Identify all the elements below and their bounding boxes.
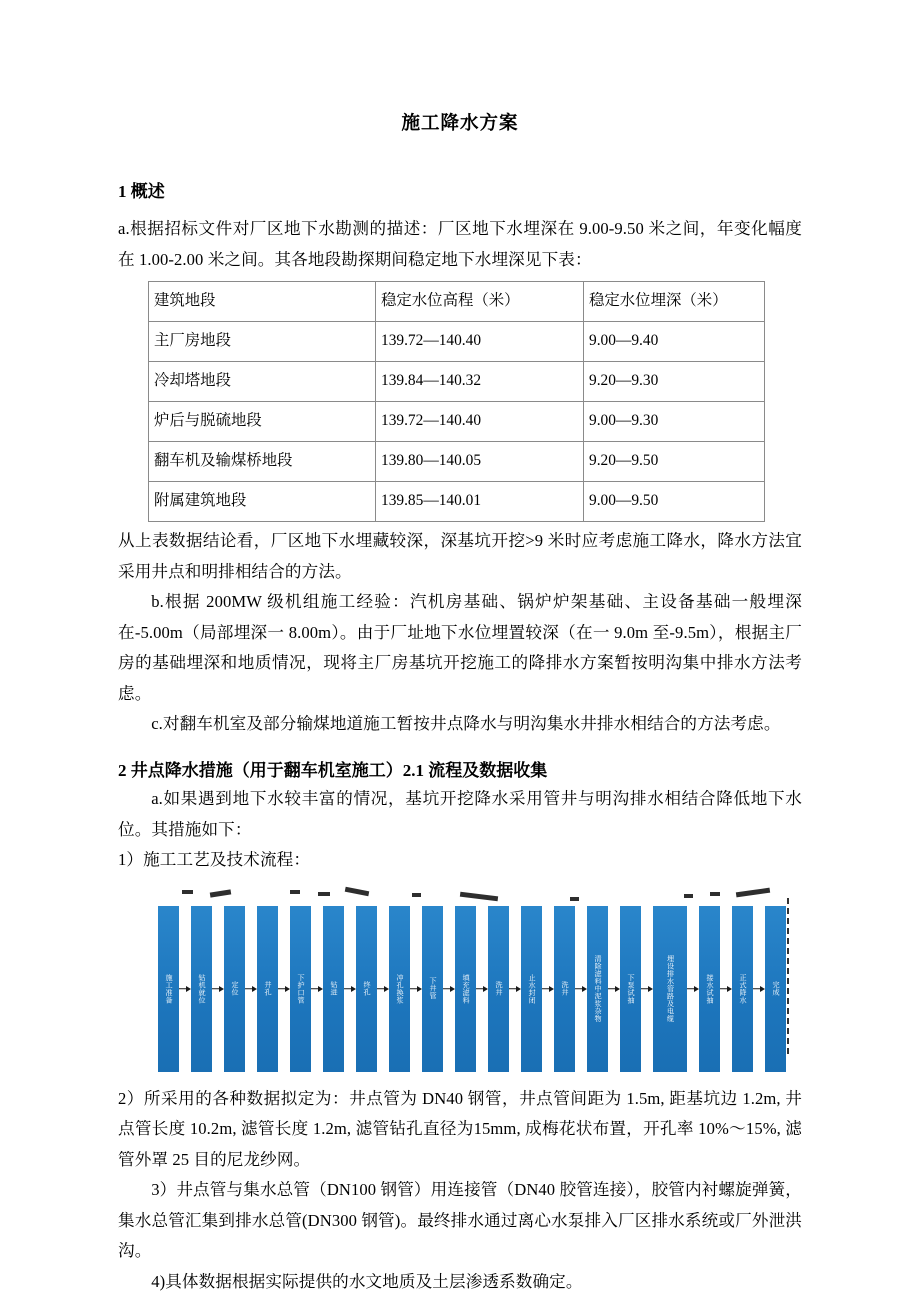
scan-artifact-mark xyxy=(684,894,693,898)
section-heading-2: 2 井点降水措施（用于翻车机室施工）2.1 流程及数据收集 xyxy=(118,760,548,780)
flow-node: 冲孔换浆 xyxy=(389,906,410,1072)
scan-artifact-mark xyxy=(736,887,770,897)
table-cell: 9.20—9.50 xyxy=(584,442,765,482)
list-item-4: 4)具体数据根据实际提供的水文地质及土层渗透系数确定。 xyxy=(151,1271,583,1291)
flow-node: 下井管 xyxy=(422,906,443,1072)
table-row xyxy=(149,362,765,402)
flow-arrow-icon xyxy=(575,906,587,1072)
flow-node: 井孔 xyxy=(257,906,278,1072)
flow-node: 洗井 xyxy=(488,906,509,1072)
scan-artifact-mark xyxy=(182,890,193,894)
construction-process-flowchart xyxy=(140,888,790,1078)
flow-arrow-icon xyxy=(542,906,554,1072)
paragraph-measures-a: a.如果遇到地下水较丰富的情况，基坑开挖降水采用管井与明沟排水相结合降低地下水位。其措施如下： xyxy=(118,789,802,839)
flow-arrow-icon xyxy=(344,906,356,1072)
table-cell: 主厂房地段 xyxy=(149,322,376,362)
section-heading-1: 1 概述 xyxy=(118,181,165,201)
scan-artifact-mark xyxy=(290,890,300,894)
table-cell: 冷却塔地段 xyxy=(149,362,376,402)
table-cell: 139.80—140.05 xyxy=(376,442,584,482)
scan-artifact-dashed-line xyxy=(787,898,789,1054)
table-cell: 附属建筑地段 xyxy=(149,482,376,522)
flow-arrow-icon xyxy=(641,906,653,1072)
flow-arrow-icon xyxy=(509,906,521,1072)
flow-arrow-icon xyxy=(608,906,620,1072)
table-row xyxy=(149,442,765,482)
flow-node: 定位 xyxy=(224,906,245,1072)
flow-arrow-icon xyxy=(753,906,765,1072)
groundwater-table xyxy=(148,281,765,522)
table-header-row xyxy=(149,282,765,322)
flow-node: 下护口管 xyxy=(290,906,311,1072)
table-cell: 9.00—9.30 xyxy=(584,402,765,442)
table-cell: 139.72—140.40 xyxy=(376,322,584,362)
flow-arrow-icon xyxy=(377,906,389,1072)
flow-node: 填充滤料 xyxy=(455,906,476,1072)
table-header-cell: 稳定水位高程（米） xyxy=(376,282,584,322)
flow-node: 清除滤料中泥浆杂物 xyxy=(587,906,608,1072)
paragraph-overview-c: c.对翻车机室及部分输煤地道施工暂按井点降水与明沟集水井排水相结合的方法考虑。 xyxy=(151,714,781,734)
table-header-cell: 稳定水位埋深（米） xyxy=(584,282,765,322)
flow-node: 洗井 xyxy=(554,906,575,1072)
flowchart-node-strip xyxy=(158,906,786,1072)
flow-node: 下泵试抽 xyxy=(620,906,641,1072)
flow-arrow-icon xyxy=(443,906,455,1072)
flow-arrow-icon xyxy=(687,906,699,1072)
list-item-2: 2）所采用的各种数据拟定为：井点管为 DN40 钢管，井点管间距为 1.5m, 距基坑边 1.2m, 井点管长度 10.2m, 滤管长度 1.2m, 滤管钻孔直径为15mm, 成梅花状布置，开孔率 10%～15%, 滤管外罩 25 目的尼龙纱网。 xyxy=(118,1088,802,1169)
flow-arrow-icon xyxy=(476,906,488,1072)
scan-artifact-mark xyxy=(710,892,720,896)
table-cell: 139.72—140.40 xyxy=(376,402,584,442)
table-cell: 139.85—140.01 xyxy=(376,482,584,522)
table-row xyxy=(149,402,765,442)
table-cell: 翻车机及输煤桥地段 xyxy=(149,442,376,482)
table-cell: 9.20—9.30 xyxy=(584,362,765,402)
flow-node: 钻机就位 xyxy=(191,906,212,1072)
table-header-cell: 建筑地段 xyxy=(149,282,376,322)
table-row xyxy=(149,482,765,522)
flow-node: 钻进 xyxy=(323,906,344,1072)
flow-node: 正式降水 xyxy=(732,906,753,1072)
page-title: 施工降水方案 xyxy=(401,114,519,134)
list-item-3: 3）井点管与集水总管（DN100 钢管）用连接管（DN40 胶管连接），胶管内衬螺旋弹簧，集水总管汇集到排水总管(DN300 钢管)。最终排水通过离心水泵排入厂区排水系统或厂外泄洪沟。 xyxy=(118,1180,802,1261)
flow-node: 施工准备 xyxy=(158,906,179,1072)
paragraph-after-table: 从上表数据结论看，厂区地下水埋藏较深，深基坑开挖>9 米时应考虑施工降水，降水方法宜采用井点和明排相结合的方法。 xyxy=(118,531,802,581)
table-cell: 9.00—9.40 xyxy=(584,322,765,362)
flow-node: 完成 xyxy=(765,906,786,1072)
flow-node: 接水试抽 xyxy=(699,906,720,1072)
table-row xyxy=(149,322,765,362)
flow-arrow-icon xyxy=(179,906,191,1072)
scan-artifact-mark xyxy=(412,893,421,897)
scan-artifact-mark xyxy=(570,897,579,901)
scan-artifact-mark xyxy=(345,886,370,895)
scan-artifact-mark xyxy=(318,892,330,896)
table-cell: 9.00—9.50 xyxy=(584,482,765,522)
flow-arrow-icon xyxy=(212,906,224,1072)
flow-arrow-icon xyxy=(410,906,422,1072)
table-cell: 139.84—140.32 xyxy=(376,362,584,402)
flow-node: 终孔 xyxy=(356,906,377,1072)
list-item-1: 1）施工工艺及技术流程： xyxy=(118,850,311,870)
flow-arrow-icon xyxy=(278,906,290,1072)
document-content xyxy=(118,0,802,1297)
scan-artifact-mark xyxy=(460,891,498,901)
flow-arrow-icon xyxy=(311,906,323,1072)
flow-node: 止水封闭 xyxy=(521,906,542,1072)
table-cell: 炉后与脱硫地段 xyxy=(149,402,376,442)
scan-artifact-mark xyxy=(210,889,232,897)
paragraph-overview-b: b.根据 200MW 级机组施工经验：汽机房基础、锅炉炉架基础、主设备基础一般埋深在-5.00m（局部埋深一 8.00m）。由于厂址地下水位埋置较深（在一 9.0m 至-9.5m），根据主厂房的基础埋深和地质情况，现将主厂房基坑开挖施工的降排水方案暂按明沟集中排水方法考虑。 xyxy=(118,592,802,703)
paragraph-overview-a: a.根据招标文件对厂区地下水勘测的描述：厂区地下水埋深在 9.00-9.50 米之间，年变化幅度在 1.00-2.00 米之间。其各地段勘探期间稳定地下水埋深见下表： xyxy=(118,219,802,269)
flow-arrow-icon xyxy=(720,906,732,1072)
flow-arrow-icon xyxy=(245,906,257,1072)
flow-node: 埋设排水管路及电缆 xyxy=(653,906,687,1072)
